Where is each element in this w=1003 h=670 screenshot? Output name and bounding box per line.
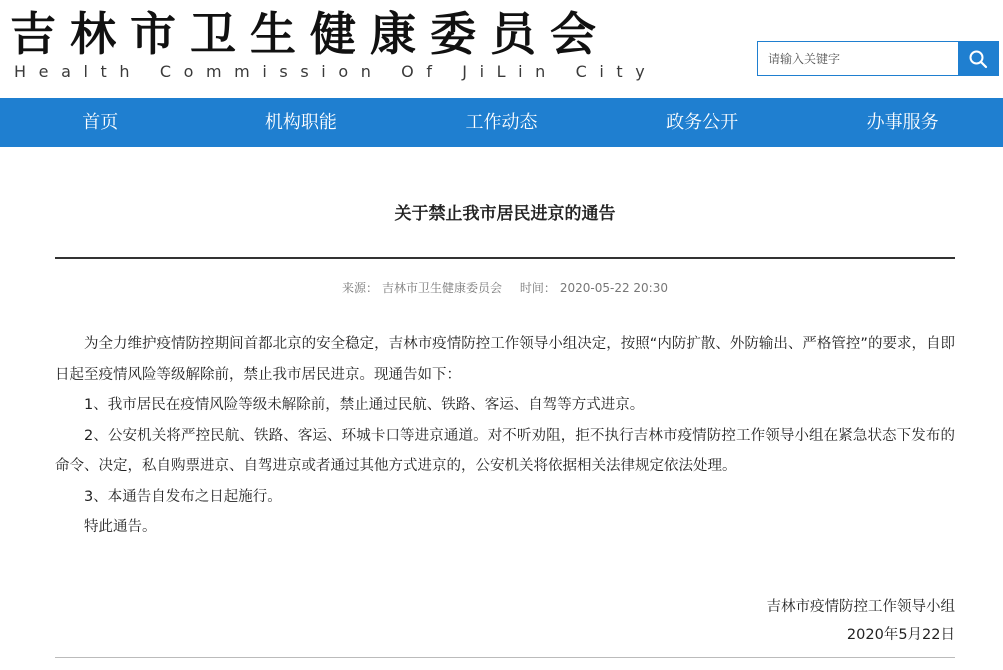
site-header — [0, 0, 1003, 98]
time-label: 时间： — [519, 281, 556, 295]
nav-item-services[interactable]: 办事服务 — [866, 112, 939, 133]
source-label: 来源： — [341, 281, 378, 295]
bottom-divider — [55, 657, 955, 658]
article-paragraph: 2、公安机关将严控民航、铁路、客运、环城卡口等进京通道。对不听劝阻，拒不执行吉林市疫情防控工作领导小组在紧急状态下发布的命令、决定，私自购票进京、自驾进京或者通过其他方式进京的，公安机关将依据相关法律规定依法处理。 — [55, 427, 955, 474]
search-input[interactable] — [758, 42, 958, 75]
nav-item-home[interactable]: 首页 — [82, 112, 119, 133]
search-icon — [968, 49, 988, 69]
search-box — [757, 41, 999, 76]
site-logo-chinese[interactable]: 吉林市卫生健康委员会 — [10, 7, 610, 61]
article-time: 2020-05-22 20:30 — [559, 281, 668, 295]
article — [55, 147, 955, 658]
signature-org: 吉林市疫情防控工作领导小组 — [766, 598, 955, 615]
title-divider — [55, 257, 955, 259]
article-paragraph: 为全力维护疫情防控期间首都北京的安全稳定，吉林市疫情防控工作领导小组决定，按照“内防扩散、外防输出、严格管控”的要求，自即日起至疫情风险等级解除前，禁止我市居民进京。现通告如下： — [55, 336, 955, 383]
article-meta — [55, 279, 955, 297]
nav-item-work-news[interactable]: 工作动态 — [465, 112, 538, 133]
article-paragraph: 1、我市居民在疫情风险等级未解除前，禁止通过民航、铁路、客运、自驾等方式进京。 — [84, 397, 645, 413]
article-paragraph: 特此通告。 — [84, 519, 157, 535]
article-body — [55, 329, 955, 543]
search-button[interactable] — [958, 42, 998, 75]
nav-item-government-affairs[interactable]: 政务公开 — [666, 112, 739, 133]
article-title: 关于禁止我市居民进京的通告 — [394, 204, 616, 224]
signature-date: 2020年5月22日 — [846, 626, 955, 643]
nav-item-functions[interactable]: 机构职能 — [264, 112, 337, 133]
main-nav — [0, 98, 1003, 147]
signature — [55, 593, 955, 649]
site-logo-english: Health Commission Of JiLin City — [14, 62, 658, 81]
article-paragraph: 3、本通告自发布之日起施行。 — [84, 488, 282, 505]
article-source: 吉林市卫生健康委员会 — [382, 281, 503, 295]
